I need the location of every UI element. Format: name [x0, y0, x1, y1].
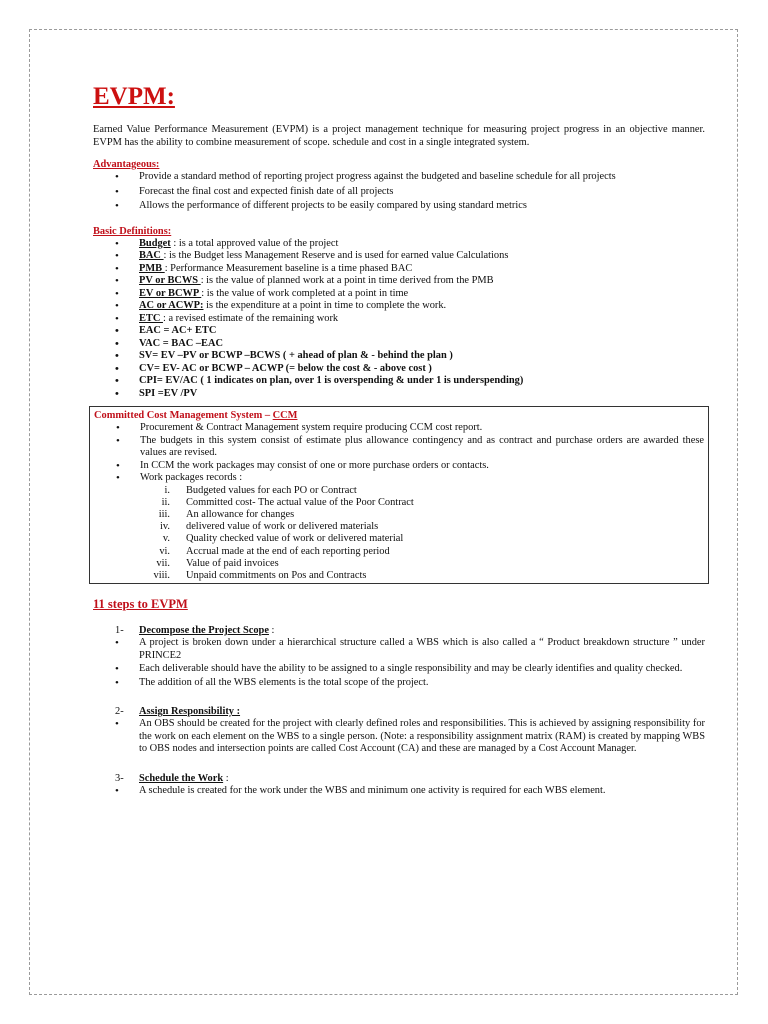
definition-term: PV or BCWS	[139, 275, 201, 286]
ccm-heading-abbr: CCM	[272, 410, 298, 421]
step-number: 1-	[115, 625, 124, 637]
record-number: i.	[164, 484, 170, 496]
definition-text: : is the Budget less Management Reserve and is used for earned value Calculations	[163, 250, 509, 261]
record-number: iv.	[159, 521, 170, 533]
definition-term: BAC	[139, 250, 164, 261]
record-item	[94, 521, 704, 533]
record-text: Value of paid invoices	[186, 557, 279, 569]
record-number: v.	[162, 533, 170, 545]
definition-item	[93, 300, 705, 313]
definition-text: : is the value of planned work at a point in time derived from the PMB	[200, 275, 494, 286]
step-suffix: :	[223, 772, 229, 784]
steps-heading: 11 steps to EVPM	[93, 597, 188, 612]
formula-item: • VAC = BAC –EAC	[93, 338, 705, 351]
definition-text: is the expenditure at a point in time to complete the work.	[203, 300, 447, 311]
record-text: Quality checked value of work or delivered material	[186, 533, 404, 545]
step-2	[93, 705, 705, 718]
formula-item: • CPI= EV/AC ( 1 indicates on plan, over 1 is overspending & under 1 is underspending)	[93, 375, 705, 388]
definition-item	[93, 250, 705, 263]
record-text: Budgeted values for each PO or Contract	[186, 484, 357, 496]
definition-item	[93, 238, 705, 251]
definition-text: : a revised estimate of the remaining work	[162, 312, 339, 324]
record-item	[94, 485, 704, 497]
record-item	[94, 558, 704, 570]
definitions-list	[93, 238, 705, 401]
step-label: Schedule the Work	[139, 772, 224, 784]
list-item: • A schedule is created for the work under the WBS and minimum one activity is required for each WBS element.	[93, 785, 705, 798]
step-1	[93, 624, 705, 637]
step-label: Decompose the Project Scope	[139, 625, 269, 637]
definition-term: Budget	[139, 237, 171, 249]
step-3-list	[93, 785, 705, 798]
record-item	[94, 546, 704, 558]
ccm-list	[94, 422, 704, 485]
definition-text: : is the value of work completed at a point in time	[201, 287, 409, 299]
record-item	[94, 509, 704, 521]
step-3	[93, 772, 705, 785]
record-item	[94, 497, 704, 509]
list-item: • Forecast the final cost and expected finish date of all projects	[93, 186, 705, 199]
advantages-heading: Advantageous:	[93, 159, 160, 170]
ccm-heading-prefix: Committed Cost Management System –	[94, 410, 273, 421]
advantages-list	[93, 171, 705, 213]
list-item: • An OBS should be created for the project with clearly defined roles and responsibilities. This is achieved by assigning responsibility for the work on each element on the WBS to a single person. (Note: a responsibility assignment matrix (RAM) is created by mapping WBS to OBS nodes and intersection points are called Cost Account (CA) and these are managed by a Cost Account Manager.	[93, 718, 705, 756]
formula-item: • SV= EV –PV or BCWP –BCWS ( + ahead of plan & - behind the plan )	[93, 350, 705, 363]
ccm-heading	[94, 409, 704, 422]
list-item: • In CCM the work packages may consist of one or more purchase orders or contacts.	[94, 460, 704, 473]
definition-item	[93, 288, 705, 301]
record-number: vi.	[159, 545, 170, 557]
definition-text: : is a total approved value of the project	[170, 237, 339, 249]
record-number: viii.	[153, 569, 170, 581]
list-item: • A project is broken down under a hierarchical structure called a WBS which is also called a “ Product breakdown structure ” under PRINCE2	[93, 637, 705, 662]
definition-item	[93, 275, 705, 288]
record-text: Unpaid commitments on Pos and Contracts	[186, 569, 367, 581]
step-suffix: :	[268, 625, 275, 637]
list-item: • Procurement & Contract Management system require producing CCM cost report.	[94, 422, 704, 435]
step-1-list	[93, 637, 705, 689]
intro-paragraph: Earned Value Performance Measurement (EVPM) is a project management technique for measuring project progress in an objective manner. EVPM has the ability to combine measurement of scope. schedule and cost in a single integrated system.	[93, 124, 705, 148]
record-item	[94, 533, 704, 545]
step-number: 3-	[115, 772, 124, 784]
definition-item	[93, 263, 705, 276]
work-package-records	[94, 485, 704, 583]
formula-item: • SPI =EV /PV	[93, 388, 705, 401]
step-number: 2-	[115, 706, 124, 718]
formula-item: • EAC = AC+ ETC	[93, 325, 705, 338]
step-label: Assign Responsibility :	[139, 706, 241, 718]
formula-item: • CV= EV- AC or BCWP – ACWP (= below the cost & - above cost )	[93, 363, 705, 376]
definition-text: : Performance Measurement baseline is a time phased BAC	[164, 262, 413, 274]
document-body	[93, 82, 705, 798]
page-title: EVPM:	[93, 83, 175, 110]
record-number: ii.	[161, 496, 170, 508]
definition-term: AC or ACWP:	[139, 300, 204, 311]
list-item: • Provide a standard method of reporting project progress against the budgeted and baseline schedule for all projects	[93, 171, 705, 184]
record-text: Accrual made at the end of each reporting period	[186, 545, 390, 557]
ccm-box	[89, 406, 709, 584]
list-item: • The addition of all the WBS elements is the total scope of the project.	[93, 677, 705, 690]
list-item: • The budgets in this system consist of estimate plus allowance contingency and as contract and purchase orders are awarded these values are revised.	[94, 435, 704, 460]
list-item: • Work packages records :	[94, 472, 704, 485]
record-text: delivered value of work or delivered materials	[186, 521, 379, 533]
record-text: An allowance for changes	[186, 508, 295, 520]
record-text: Committed cost- The actual value of the Poor Contract	[186, 496, 414, 508]
definition-term: ETC	[139, 312, 163, 324]
definitions-heading: Basic Definitions:	[93, 225, 172, 237]
definition-term: EV or BCWP	[139, 287, 202, 299]
record-number: iii.	[158, 508, 170, 520]
definition-item	[93, 313, 705, 326]
list-item: • Each deliverable should have the ability to be assigned to a single responsibility and may be clearly identifies and quality checked.	[93, 663, 705, 676]
step-2-list	[93, 718, 705, 756]
record-number: vii.	[156, 557, 170, 569]
definition-term: PMB	[139, 262, 165, 274]
list-item: • Allows the performance of different projects to be easily compared by using standard metrics	[93, 200, 705, 213]
record-item	[94, 570, 704, 582]
